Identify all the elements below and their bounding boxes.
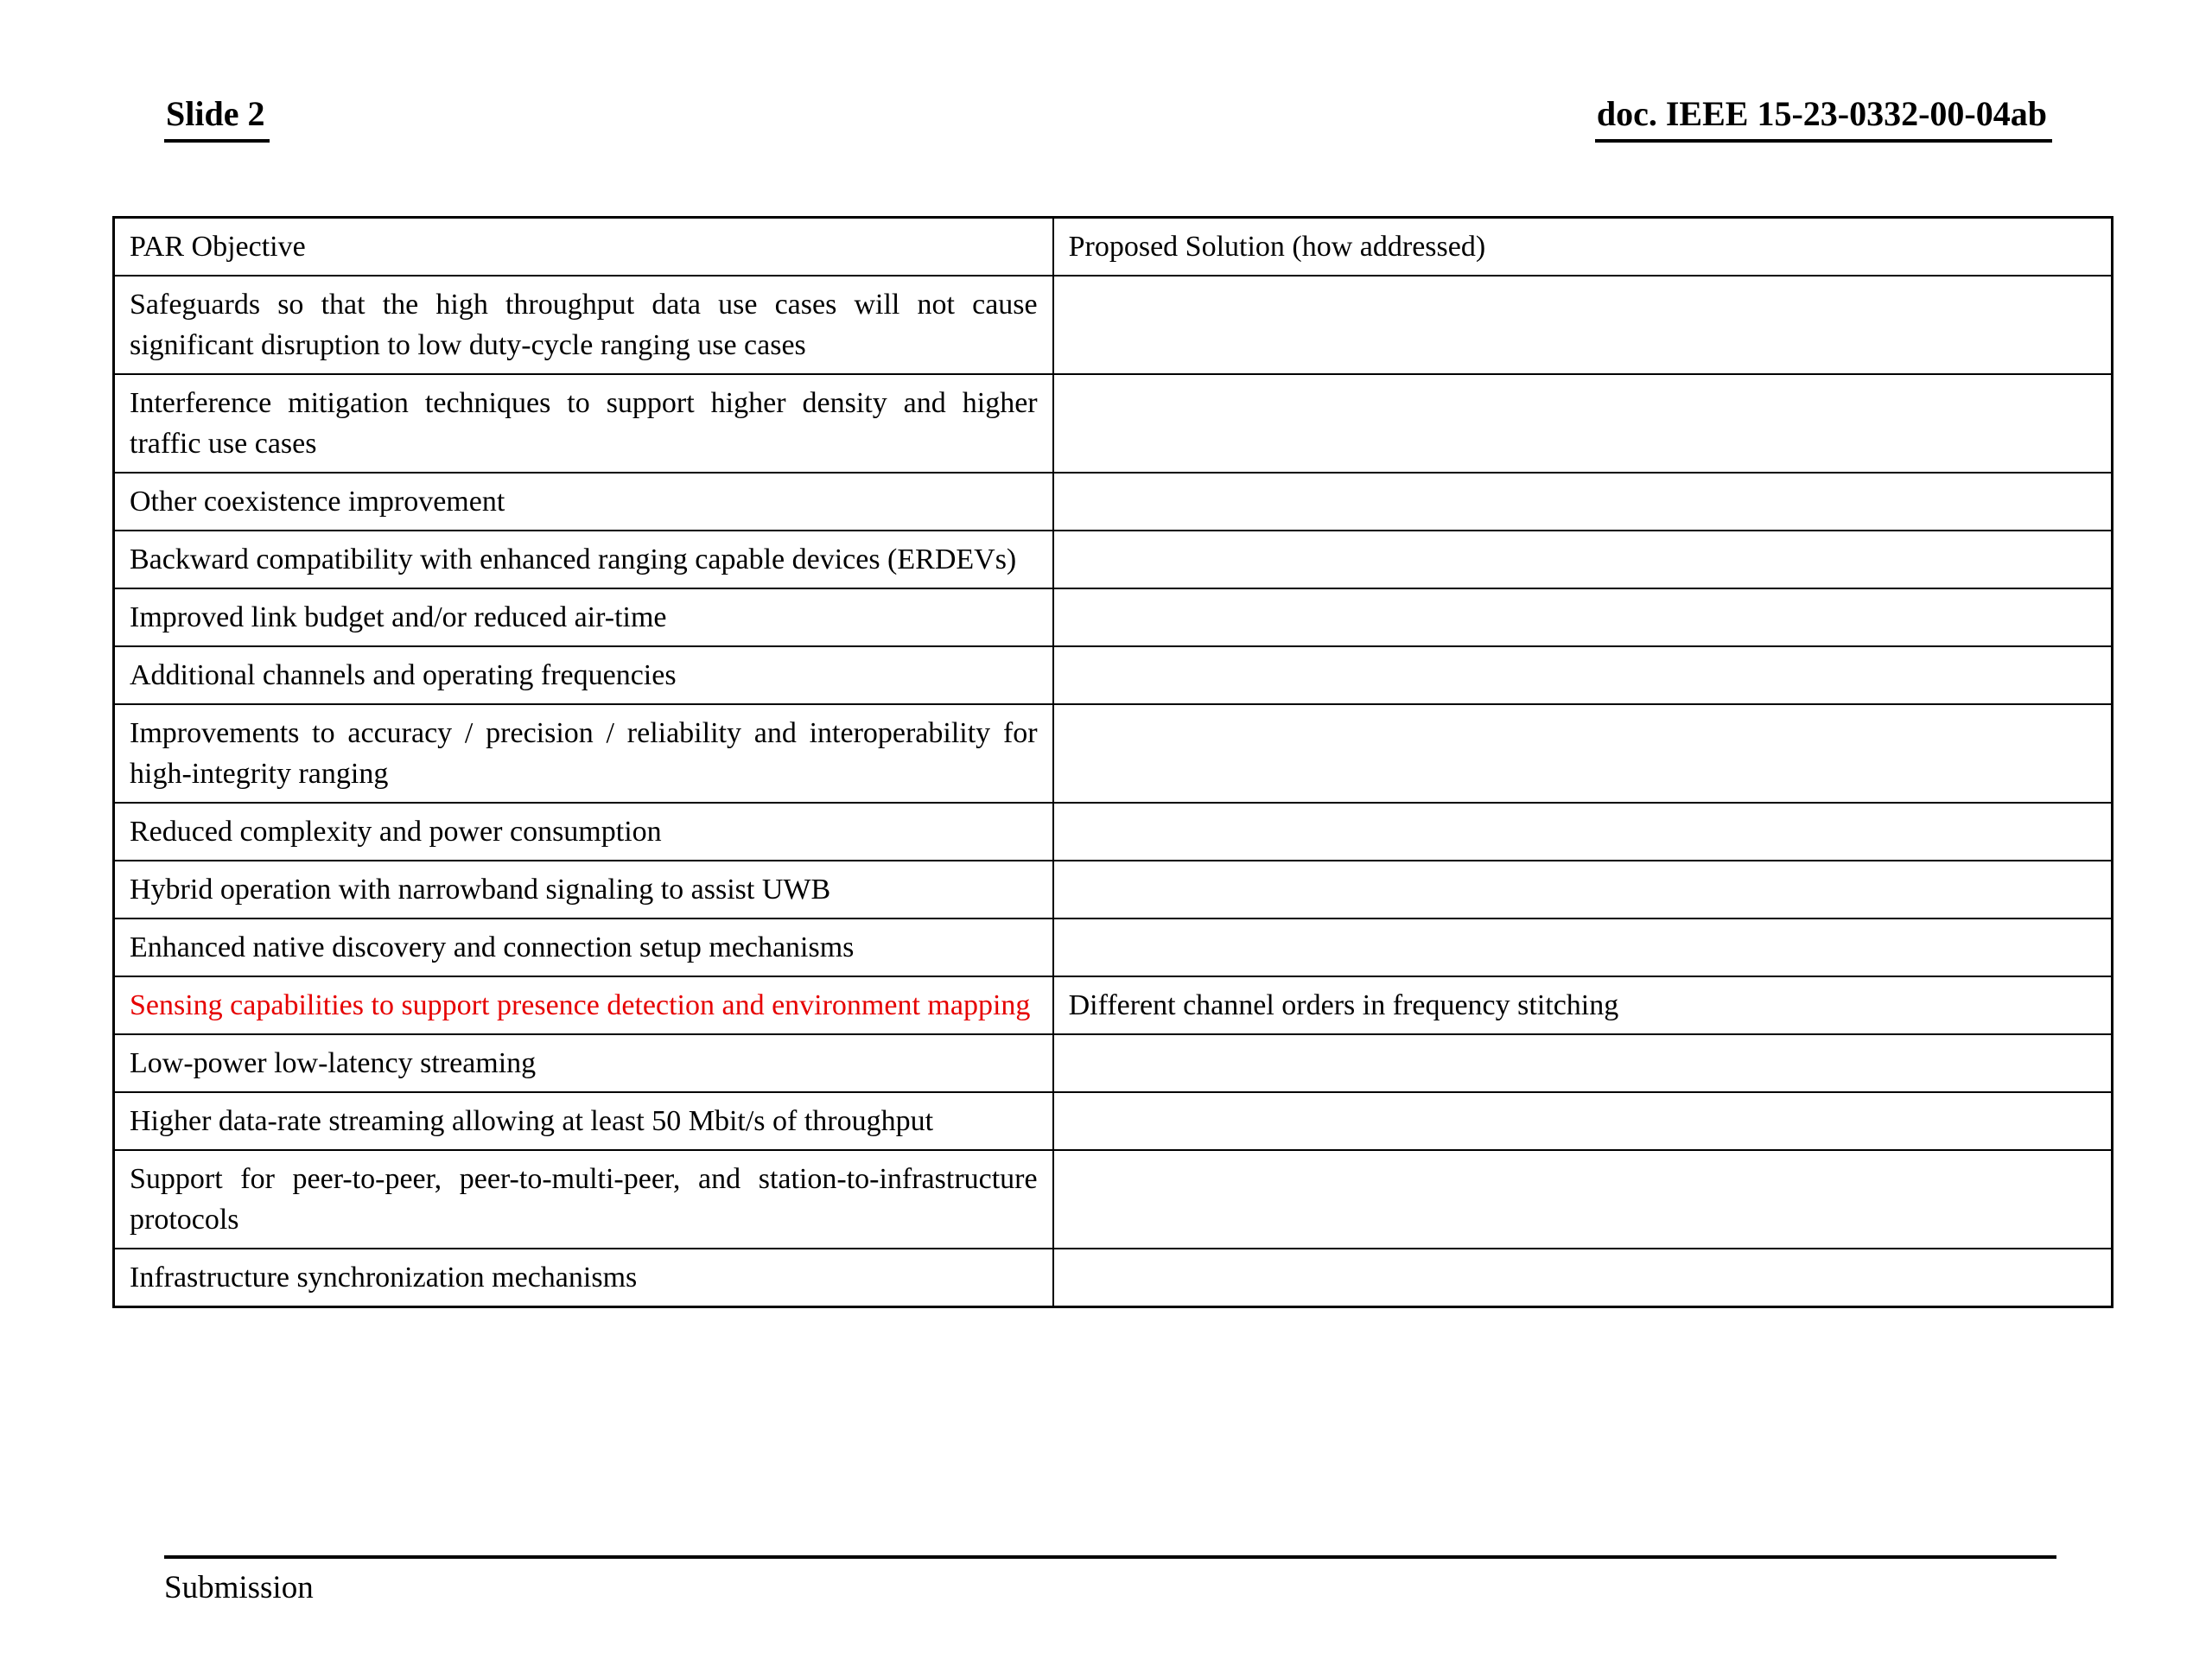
objective-cell: Sensing capabilities to support presence detection and environment mapping [114, 976, 1053, 1034]
table-header [114, 218, 2113, 276]
solution-cell [1053, 1150, 2113, 1249]
objective-cell: Infrastructure synchronization mechanisms [114, 1249, 1053, 1307]
objective-cell: Backward compatibility with enhanced ranging capable devices (ERDEVs) [114, 531, 1053, 588]
solution-cell [1053, 1034, 2113, 1092]
table-row [114, 1092, 2113, 1150]
table-row [114, 1150, 2113, 1249]
solution-cell [1053, 646, 2113, 704]
table-row [114, 704, 2113, 803]
table-row [114, 803, 2113, 861]
table-row [114, 1249, 2113, 1307]
solution-cell [1053, 374, 2113, 473]
objective-cell: Improved link budget and/or reduced air-time [114, 588, 1053, 646]
table-header-row [114, 218, 2113, 276]
solution-cell [1053, 531, 2113, 588]
solution-cell [1053, 473, 2113, 531]
par-table-body [114, 276, 2113, 1307]
objective-cell: Additional channels and operating frequencies [114, 646, 1053, 704]
table-row [114, 976, 2113, 1034]
solution-cell [1053, 704, 2113, 803]
table-row [114, 374, 2113, 473]
solution-cell [1053, 918, 2113, 976]
objective-cell: Low-power low-latency streaming [114, 1034, 1053, 1092]
table-row [114, 1034, 2113, 1092]
table-row [114, 861, 2113, 918]
page-header [164, 93, 2052, 143]
table-row [114, 276, 2113, 374]
solution-cell [1053, 588, 2113, 646]
submission-label: Submission [164, 1570, 314, 1605]
solution-cell [1053, 1092, 2113, 1150]
table-row [114, 646, 2113, 704]
objective-cell: Interference mitigation techniques to support higher density and higher traffic use cases [114, 374, 1053, 473]
table-row [114, 531, 2113, 588]
table-row [114, 473, 2113, 531]
objective-cell: Safeguards so that the high throughput data use cases will not cause significant disruption to low duty-cycle ranging use cases [114, 276, 1053, 374]
solution-cell [1053, 803, 2113, 861]
slide-number-label: Slide 2 [164, 93, 270, 143]
objective-cell: Other coexistence improvement [114, 473, 1053, 531]
objective-cell: Reduced complexity and power consumption [114, 803, 1053, 861]
solution-cell [1053, 276, 2113, 374]
column-header-par-objective: PAR Objective [114, 218, 1053, 276]
objective-cell: Higher data-rate streaming allowing at least 50 Mbit/s of throughput [114, 1092, 1053, 1150]
table-row [114, 588, 2113, 646]
par-objectives-table [112, 216, 2113, 1308]
objective-cell: Hybrid operation with narrowband signaling to assist UWB [114, 861, 1053, 918]
objective-cell: Enhanced native discovery and connection setup mechanisms [114, 918, 1053, 976]
objective-cell: Support for peer-to-peer, peer-to-multi-peer, and station-to-infrastructure protocols [114, 1150, 1053, 1249]
solution-cell: Different channel orders in frequency stitching [1053, 976, 2113, 1034]
solution-cell [1053, 861, 2113, 918]
page-footer [164, 1555, 2056, 1606]
table-row [114, 918, 2113, 976]
objective-cell: Improvements to accuracy / precision / reliability and interoperability for high-integrity ranging [114, 704, 1053, 803]
column-header-proposed-solution: Proposed Solution (how addressed) [1053, 218, 2113, 276]
solution-cell [1053, 1249, 2113, 1307]
document-id-label: doc. IEEE 15-23-0332-00-04ab [1595, 93, 2052, 143]
